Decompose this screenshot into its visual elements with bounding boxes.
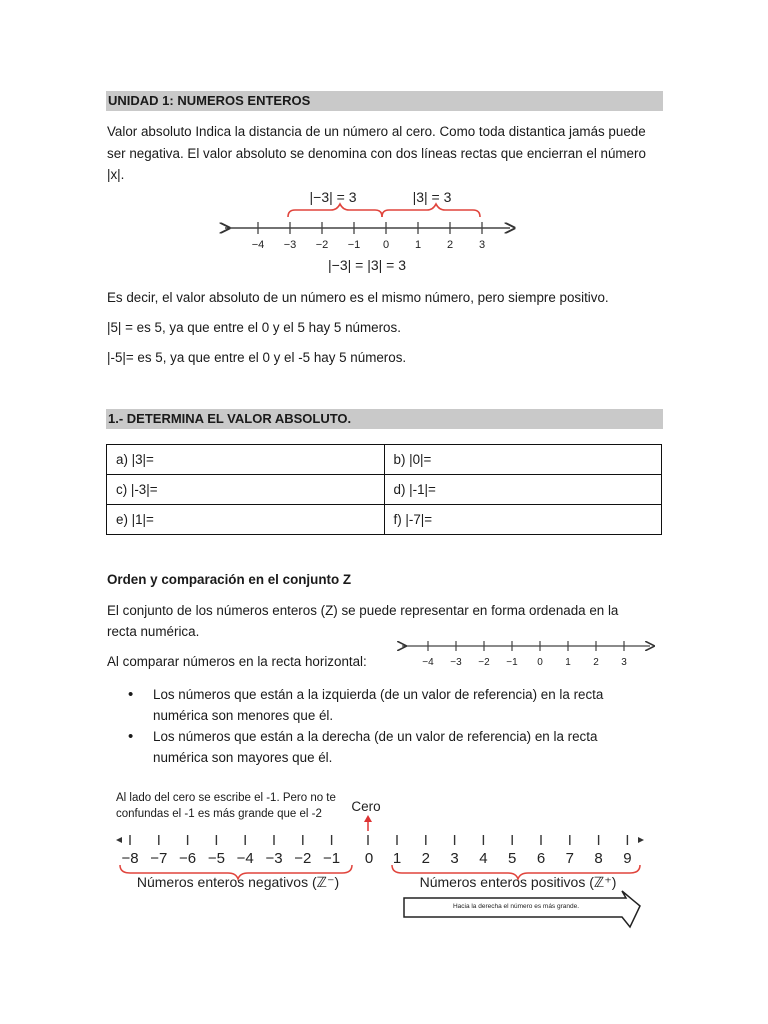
tick-label: 0 (537, 657, 543, 668)
negative-value: −6 (179, 850, 197, 867)
zero-value: 0 (364, 850, 374, 867)
tick-label: −1 (506, 657, 518, 668)
exercise-title: 1.- DETERMINA EL VALOR ABSOLUTO. (106, 409, 663, 429)
positive-value: 7 (565, 850, 574, 867)
positive-value: 4 (479, 850, 488, 867)
tick-label: 1 (414, 239, 422, 251)
positive-value: 2 (421, 850, 430, 867)
right-arrowhead (638, 837, 644, 843)
tick-label: −2 (315, 239, 329, 251)
intro-line-1: Valor absoluto Indica la distancia de un número al cero. Como toda distantica jamás puede (107, 124, 646, 139)
zero-label: Cero (351, 799, 381, 814)
positive-value: 5 (508, 850, 517, 867)
negative-value: −5 (207, 850, 225, 867)
arrow-text: Hacia la derecha el número es más grande. (452, 903, 580, 910)
tick-label: −2 (478, 657, 490, 668)
exercise-table (106, 444, 662, 535)
intro-line-3: |x|. (107, 167, 125, 182)
tick-label: 3 (621, 657, 627, 668)
exercise-c: c) |-3|= (107, 475, 385, 505)
explain-text: Es decir, el valor absoluto de un número es el mismo número, pero siempre positivo. (107, 290, 609, 305)
order-line-1: El conjunto de los números enteros (Z) se puede representar en forma ordenada en la (107, 603, 619, 618)
negative-value: −8 (121, 850, 139, 867)
right-brace (382, 204, 480, 217)
negatives-caption: Números enteros negativos (ℤ⁻) (136, 874, 340, 890)
table-row (107, 505, 662, 535)
tick-label: −3 (450, 657, 462, 668)
order-line-2: recta numérica. (107, 624, 200, 639)
negative-value: −2 (294, 850, 312, 867)
exercise-f: f) |-7|= (384, 505, 662, 535)
negative-value: −3 (265, 850, 283, 867)
positive-value: 8 (594, 850, 603, 867)
example-positive: |5| = es 5, ya que entre el 0 y el 5 hay 5 números. (107, 320, 401, 335)
tick-label: −1 (347, 239, 361, 251)
negative-value: −4 (236, 850, 254, 867)
positive-value: 3 (450, 850, 459, 867)
small-number-line (396, 637, 656, 673)
intro-line-2: ser negativa. El valor absoluto se denomina con dos líneas rectas que encierran el número (107, 146, 646, 161)
tick-label: 2 (446, 239, 454, 251)
exercise-a: a) |3|= (107, 445, 385, 475)
absolute-value-number-line (215, 184, 520, 276)
negative-value: −1 (323, 850, 341, 867)
tick-label: −4 (422, 657, 434, 668)
list-item: • Los números que están a la izquierda (de un valor de referencia) en la recta numérica son menores que él. (107, 684, 627, 726)
left-abs-label: |−3| = 3 (309, 189, 357, 205)
positive-value: 6 (536, 850, 546, 867)
exercise-d: d) |-1|= (384, 475, 662, 505)
table-row (107, 475, 662, 505)
order-heading: Orden y comparación en el conjunto Z (107, 572, 352, 587)
tick-label: −3 (283, 239, 297, 251)
right-abs-label: |3| = 3 (412, 189, 452, 205)
negative-value: −7 (150, 850, 168, 867)
exercise-b: b) |0|= (384, 445, 662, 475)
abs-caption: |−3| = |3| = 3 (328, 257, 406, 273)
positive-value: 1 (392, 850, 402, 867)
unit-title: UNIDAD 1: NUMEROS ENTEROS (106, 91, 663, 111)
comparison-bullets (107, 684, 627, 768)
tick-label: 0 (382, 239, 390, 251)
tick-label: −4 (251, 239, 265, 251)
positives-caption: Números enteros positivos (ℤ⁺) (419, 874, 617, 890)
list-item: • Los números que están a la derecha (de un valor de referencia) en la recta numérica son mayores que él. (107, 726, 627, 768)
zero-note: Al lado del cero se escribe el -1. Pero no te confundas el -1 es más grande que el -2 (116, 792, 336, 820)
integers-number-line (110, 795, 650, 935)
exercise-e: e) |1|= (107, 505, 385, 535)
tick-label: 1 (565, 657, 571, 668)
compare-text: Al comparar números en la recta horizontal: (107, 654, 367, 669)
tick-label: 3 (478, 239, 486, 251)
tick-label: 2 (593, 657, 599, 668)
table-row (107, 445, 662, 475)
left-brace (288, 204, 382, 217)
left-arrowhead (116, 837, 122, 843)
example-negative: |-5|= es 5, ya que entre el 0 y el -5 hay 5 números. (107, 350, 407, 365)
positive-value: 9 (623, 850, 632, 867)
